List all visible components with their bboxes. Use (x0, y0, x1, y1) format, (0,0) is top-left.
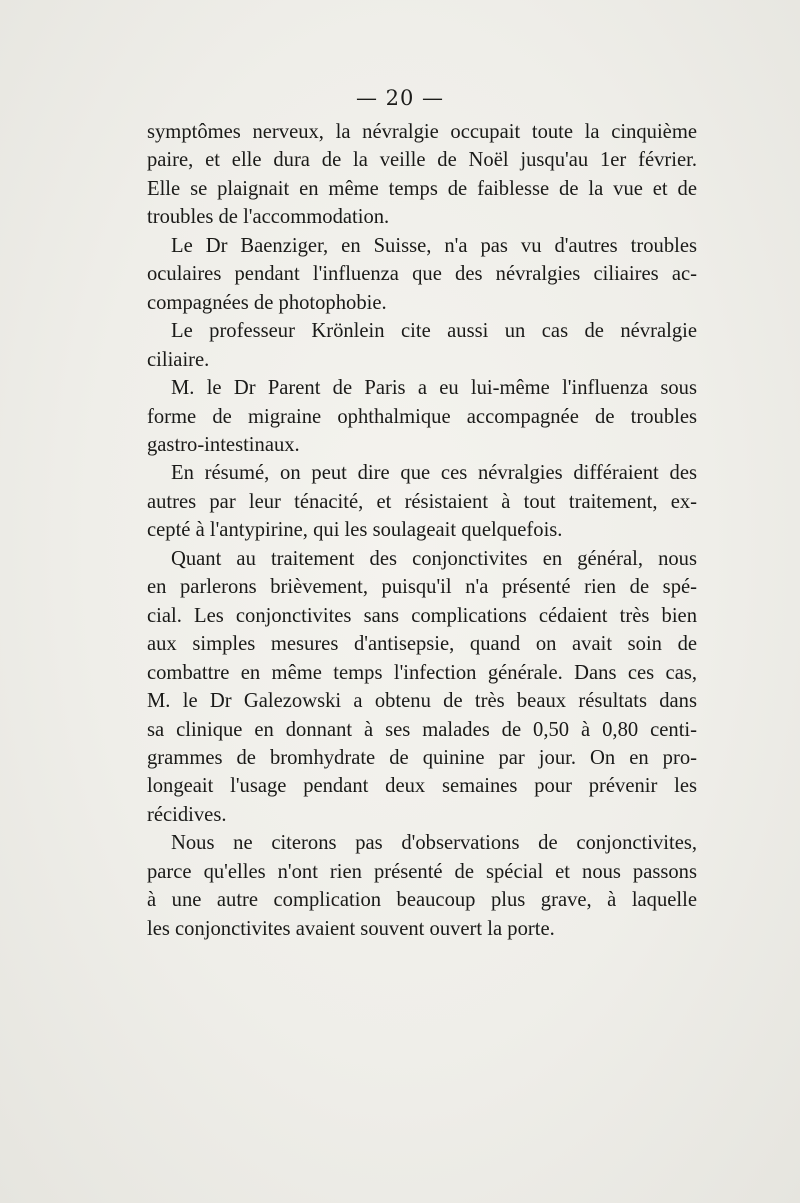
text-line: troubles de l'accommodation. (147, 206, 390, 229)
text-line: ciliaire. (147, 348, 210, 371)
text-line: cepté à l'antypirine, qui les soulageait quelquefois. (147, 519, 563, 542)
text-line: Elle se plaignait en même temps de faiblesse de la vue et de (147, 177, 697, 200)
text-line: cial. Les conjonctivites sans complications cédaient très bien (147, 604, 697, 627)
text-line: compagnées de photophobie. (147, 291, 387, 314)
text-line: Le professeur Krönlein cite aussi un cas de névralgie (171, 320, 697, 343)
text-line: grammes de bromhydrate de quinine par jour. On en pro- (147, 746, 697, 769)
text-line: En résumé, on peut dire que ces névralgies différaient des (171, 462, 697, 485)
text-line: à une autre complication beaucoup plus grave, à laquelle (147, 889, 697, 912)
text-line: paire, et elle dura de la veille de Noël jusqu'au 1er février. (147, 149, 697, 172)
text-line: longeait l'usage pendant deux semaines pour prévenir les (147, 775, 697, 798)
text-line: les conjonctivites avaient souvent ouvert la porte. (147, 917, 555, 940)
text-line: sa clinique en donnant à ses malades de 0,50 à 0,80 centi- (147, 718, 697, 741)
text-line: Nous ne citerons pas d'observations de conjonctivites, (171, 832, 697, 855)
text-line: gastro-intestinaux. (147, 433, 300, 456)
text-line: Quant au traitement des conjonctivites en général, nous (171, 547, 697, 570)
text-line: parce qu'elles n'ont rien présenté de spécial et nous passons (147, 860, 697, 883)
text-line: symptômes nerveux, la névralgie occupait toute la cinquième (147, 121, 697, 143)
text-line: en parlerons brièvement, puisqu'il n'a présenté rien de spé- (147, 576, 697, 599)
text-line: forme de migraine ophthalmique accompagnée de troubles (147, 405, 697, 428)
text-line: M. le Dr Galezowski a obtenu de très beaux résultats dans (147, 690, 697, 713)
text-line: M. le Dr Parent de Paris a eu lui-même l'influenza sous (171, 377, 697, 400)
text-line: oculaires pendant l'influenza que des névralgies ciliaires ac- (147, 263, 697, 286)
text-line: aux simples mesures d'antisepsie, quand on avait soin de (147, 633, 697, 656)
text-line: Le Dr Baenziger, en Suisse, n'a pas vu d'autres troubles (171, 234, 697, 257)
text-line: récidives. (147, 803, 227, 826)
page-number: — 20 — (355, 86, 445, 110)
body-text (147, 118, 697, 943)
text-line: combattre en même temps l'infection générale. Dans ces cas, (147, 661, 697, 684)
text-line: autres par leur ténacité, et résistaient à tout traitement, ex- (147, 490, 697, 513)
